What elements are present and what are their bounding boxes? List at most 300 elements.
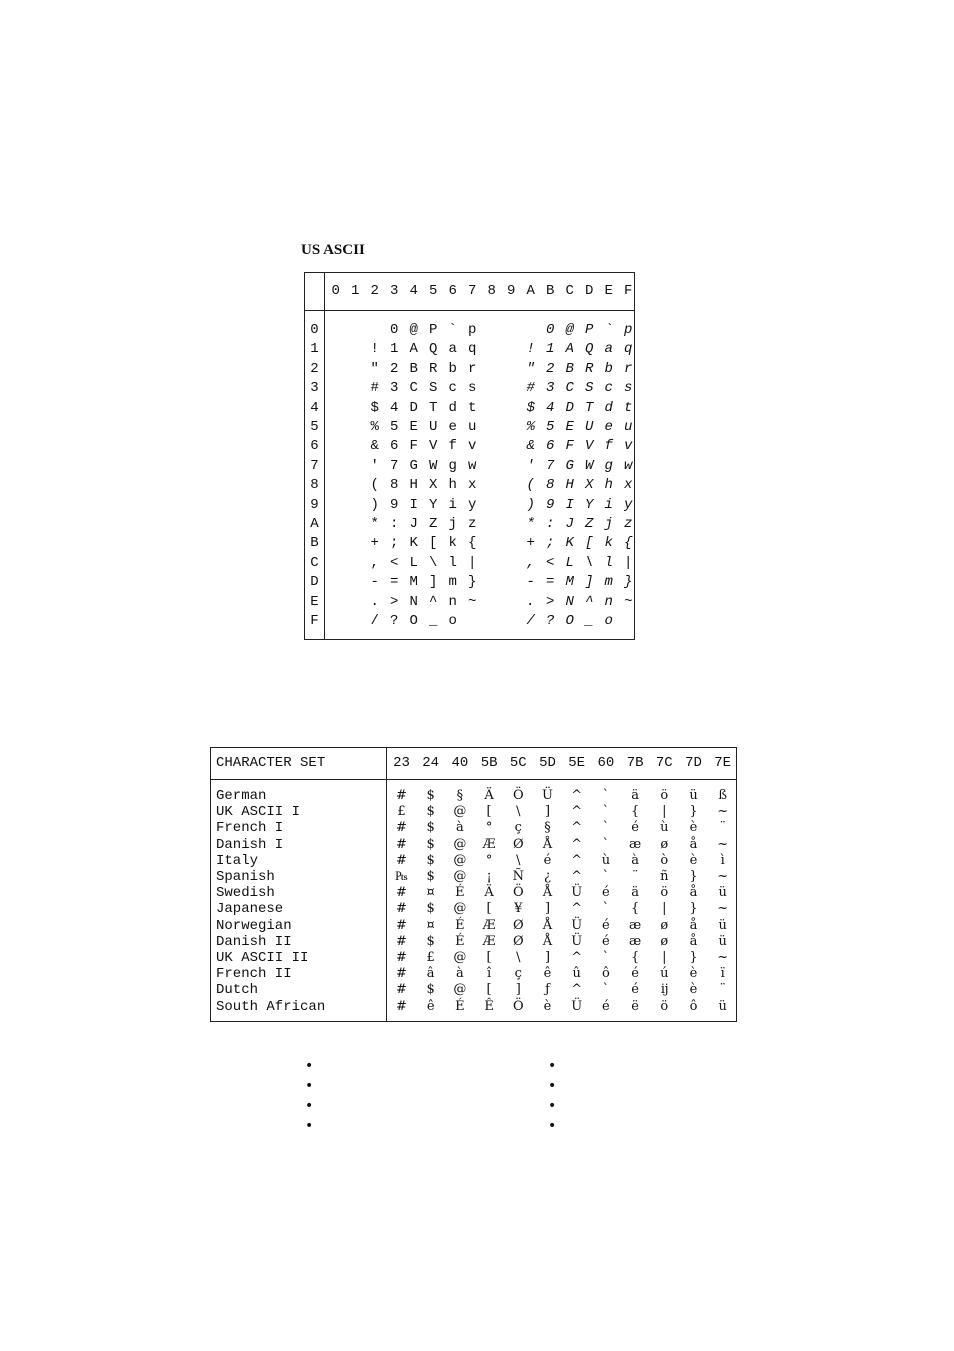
character-cell: ` bbox=[602, 804, 610, 820]
character-cell: # bbox=[396, 966, 407, 982]
ascii-char: w bbox=[624, 457, 633, 474]
character-cell: Ø bbox=[512, 836, 524, 852]
character-cell: ¥ bbox=[514, 901, 523, 917]
ascii-char: & bbox=[370, 438, 379, 455]
character-cell: ° bbox=[485, 820, 493, 836]
ascii-char: ( bbox=[370, 477, 379, 494]
ascii-char: | bbox=[468, 554, 477, 571]
ascii-char: a bbox=[448, 341, 457, 358]
character-cell: Ü bbox=[571, 885, 583, 901]
ascii-char: 2 bbox=[390, 360, 399, 377]
character-cell: å bbox=[689, 933, 698, 949]
row-header: D bbox=[310, 574, 319, 591]
character-cell: # bbox=[396, 982, 407, 998]
ascii-char: # bbox=[526, 380, 535, 397]
character-cell: Å bbox=[542, 836, 553, 852]
character-cell: ^ bbox=[571, 869, 583, 884]
ascii-char: o bbox=[604, 613, 613, 629]
ascii-char: $ bbox=[370, 399, 379, 416]
character-cell: # bbox=[396, 820, 407, 836]
ascii-char: \ bbox=[429, 554, 438, 571]
character-cell: É bbox=[455, 933, 465, 949]
ascii-char: j bbox=[604, 516, 613, 532]
column-header: A bbox=[526, 283, 535, 299]
header-divider bbox=[305, 310, 634, 311]
code-header: 5B bbox=[480, 755, 498, 771]
character-cell: @ bbox=[453, 836, 467, 852]
character-cell: ` bbox=[602, 982, 610, 998]
character-set-name: German bbox=[216, 788, 267, 804]
row-header: C bbox=[310, 554, 319, 571]
character-cell: ` bbox=[602, 869, 610, 884]
character-cell: [ bbox=[486, 950, 492, 965]
character-cell: ] bbox=[544, 950, 551, 965]
character-set-name: Danish I bbox=[216, 836, 284, 853]
character-cell: è bbox=[689, 982, 698, 998]
character-cell: É bbox=[455, 917, 465, 933]
ascii-char: ^ bbox=[429, 593, 438, 610]
ascii-char: K bbox=[409, 535, 418, 552]
character-cell: ` bbox=[602, 836, 610, 852]
ascii-char: l bbox=[448, 554, 457, 571]
ascii-char: z bbox=[624, 516, 633, 532]
character-cell: ^ bbox=[571, 804, 583, 820]
character-cell: ï bbox=[720, 966, 725, 982]
character-cell: § bbox=[456, 788, 464, 803]
character-cell: @ bbox=[453, 901, 467, 917]
ascii-char: ! bbox=[526, 341, 535, 358]
ascii-char: l bbox=[604, 554, 613, 571]
column-header: 6 bbox=[448, 283, 457, 299]
ascii-char: 9 bbox=[546, 496, 555, 513]
ascii-char: 7 bbox=[390, 457, 399, 474]
ascii-char: a bbox=[604, 341, 613, 358]
ascii-char: 8 bbox=[546, 477, 555, 494]
code-header: 5D bbox=[539, 755, 556, 771]
column-header: 4 bbox=[409, 283, 418, 299]
ascii-char: ) bbox=[526, 496, 535, 513]
character-cell: ä bbox=[631, 788, 639, 803]
character-cell: ] bbox=[544, 804, 551, 820]
ascii-char: I bbox=[565, 496, 574, 513]
character-cell: ` bbox=[602, 950, 610, 965]
ascii-char: ? bbox=[546, 613, 555, 629]
ascii-char: % bbox=[370, 419, 379, 435]
ascii-char: ! bbox=[370, 341, 379, 358]
character-cell: ü bbox=[718, 885, 727, 901]
ascii-char: d bbox=[604, 399, 613, 416]
character-cell: ô bbox=[601, 966, 610, 982]
character-cell: ~ bbox=[717, 901, 729, 917]
ascii-char: * bbox=[526, 516, 535, 532]
column-header: E bbox=[604, 283, 613, 299]
character-cell: ĳ bbox=[660, 982, 668, 998]
ascii-char: ~ bbox=[468, 593, 477, 610]
character-cell: é bbox=[602, 885, 610, 901]
ascii-char: i bbox=[604, 496, 613, 513]
ascii-char: n bbox=[448, 593, 457, 610]
character-cell: ~ bbox=[717, 950, 729, 965]
ascii-char: X bbox=[429, 477, 438, 494]
column-header: 5 bbox=[429, 283, 438, 299]
character-cell: ø bbox=[660, 933, 669, 949]
character-set-header: CHARACTER SET bbox=[216, 755, 326, 771]
character-cell: \ bbox=[516, 950, 521, 965]
character-cell: æ bbox=[628, 917, 642, 933]
ascii-char: ` bbox=[604, 322, 613, 338]
character-cell: Ö bbox=[512, 885, 524, 901]
code-header: 7E bbox=[714, 755, 732, 771]
character-cell: ¿ bbox=[544, 869, 551, 884]
code-header: 23 bbox=[393, 755, 410, 771]
character-cell: ^ bbox=[571, 788, 583, 803]
ascii-char: W bbox=[429, 457, 438, 474]
ascii-char: < bbox=[390, 554, 399, 571]
ascii-char: _ bbox=[429, 613, 438, 629]
ascii-char: Z bbox=[585, 516, 594, 532]
character-cell: ü bbox=[718, 933, 727, 949]
character-cell: ü bbox=[689, 788, 698, 803]
ascii-char: > bbox=[546, 593, 555, 610]
character-cell: ç bbox=[514, 966, 522, 982]
ascii-char: O bbox=[409, 613, 418, 629]
character-cell: é bbox=[543, 852, 552, 868]
ascii-char: q bbox=[624, 341, 633, 358]
character-cell: # bbox=[396, 901, 407, 917]
character-cell: å bbox=[689, 885, 698, 901]
character-cell: å bbox=[689, 836, 698, 852]
character-cell: | bbox=[662, 901, 667, 917]
ascii-char: A bbox=[409, 341, 418, 358]
character-cell: î bbox=[487, 966, 492, 982]
character-cell: É bbox=[455, 998, 465, 1014]
character-cell: à bbox=[456, 966, 464, 982]
character-cell: è bbox=[689, 820, 698, 836]
ascii-char: _ bbox=[585, 613, 594, 629]
ascii-char: D bbox=[409, 399, 418, 416]
bullet-point: • bbox=[548, 1058, 557, 1074]
ascii-char: 1 bbox=[390, 341, 399, 358]
ascii-char: m bbox=[448, 574, 457, 591]
ascii-char: w bbox=[468, 457, 477, 474]
ascii-char: m bbox=[604, 574, 613, 591]
character-cell: £ bbox=[397, 804, 406, 820]
ascii-char: R bbox=[429, 360, 438, 377]
ascii-char: + bbox=[526, 535, 535, 552]
character-cell: | bbox=[662, 804, 667, 820]
ascii-char: | bbox=[624, 554, 633, 571]
column-header: 3 bbox=[390, 283, 399, 299]
bullet-point: • bbox=[305, 1098, 314, 1114]
ascii-char: - bbox=[370, 574, 379, 591]
ascii-char: c bbox=[604, 380, 613, 397]
ascii-char: v bbox=[468, 438, 477, 455]
character-cell: ì bbox=[720, 852, 725, 868]
ascii-char: 1 bbox=[546, 341, 555, 358]
character-cell: $ bbox=[426, 901, 435, 917]
ascii-char: P bbox=[585, 322, 594, 338]
character-cell: # bbox=[396, 933, 407, 949]
us-ascii-table bbox=[304, 272, 635, 640]
ascii-char: z bbox=[468, 516, 477, 532]
character-cell: é bbox=[602, 933, 610, 949]
character-cell: @ bbox=[453, 804, 467, 820]
character-cell: ƒ bbox=[545, 982, 550, 998]
ascii-char: 6 bbox=[546, 438, 555, 455]
character-set-name: Japanese bbox=[216, 901, 284, 918]
character-cell: # bbox=[396, 885, 407, 901]
ascii-char: A bbox=[565, 341, 574, 358]
character-cell: $ bbox=[426, 982, 435, 998]
ascii-char: = bbox=[546, 574, 555, 591]
row-header: A bbox=[310, 516, 319, 532]
character-cell: £ bbox=[426, 950, 435, 965]
column-divider bbox=[324, 273, 325, 639]
ascii-char: h bbox=[448, 477, 457, 494]
character-cell: ~ bbox=[717, 804, 729, 820]
character-cell: ô bbox=[689, 998, 698, 1014]
ascii-char: k bbox=[604, 535, 613, 552]
ascii-char: Z bbox=[429, 516, 438, 532]
character-set-name: South African bbox=[216, 998, 326, 1015]
ascii-char: > bbox=[390, 593, 399, 610]
character-cell: ^ bbox=[571, 836, 583, 852]
character-cell: Å bbox=[542, 917, 553, 933]
column-header: C bbox=[565, 283, 574, 299]
ascii-char: " bbox=[370, 360, 379, 377]
ascii-char: , bbox=[370, 554, 379, 571]
ascii-char: : bbox=[390, 516, 399, 532]
ascii-char: e bbox=[604, 419, 613, 435]
ascii-char: H bbox=[409, 477, 418, 494]
character-cell: ë bbox=[631, 998, 639, 1014]
character-cell: # bbox=[396, 998, 407, 1014]
character-cell: ü bbox=[718, 917, 727, 933]
character-cell: æ bbox=[628, 933, 642, 949]
character-cell: ¨ bbox=[719, 820, 726, 836]
ascii-char: . bbox=[370, 593, 379, 610]
character-cell: ø bbox=[660, 917, 669, 933]
ascii-char: [ bbox=[585, 535, 594, 552]
ascii-char: g bbox=[448, 457, 457, 474]
ascii-char: 3 bbox=[390, 380, 399, 397]
ascii-char: ~ bbox=[624, 593, 633, 610]
code-header: 7B bbox=[626, 755, 644, 771]
ascii-char: T bbox=[585, 399, 594, 416]
ascii-char: b bbox=[604, 360, 613, 377]
character-cell: é bbox=[631, 982, 639, 998]
bullet-point: • bbox=[548, 1118, 557, 1134]
ascii-char: ; bbox=[546, 535, 555, 552]
ascii-char: ` bbox=[448, 322, 457, 338]
ascii-char: y bbox=[624, 496, 633, 513]
character-cell: ö bbox=[660, 885, 669, 901]
ascii-char: i bbox=[448, 496, 457, 513]
character-set-name: Spanish bbox=[216, 869, 275, 885]
bullet-point: • bbox=[305, 1058, 314, 1074]
ascii-char: I bbox=[409, 496, 418, 513]
character-cell: # bbox=[396, 788, 407, 803]
character-cell: $ bbox=[426, 869, 435, 884]
ascii-char: { bbox=[624, 535, 633, 552]
character-cell: ] bbox=[515, 982, 521, 998]
ascii-char: 8 bbox=[390, 477, 399, 494]
character-cell: § bbox=[544, 820, 551, 836]
character-cell: ä bbox=[631, 885, 639, 901]
character-cell: ß bbox=[718, 788, 728, 803]
ascii-char: 4 bbox=[390, 399, 399, 416]
bullet-point: • bbox=[305, 1118, 314, 1134]
ascii-char: E bbox=[565, 419, 574, 435]
column-header: 7 bbox=[468, 283, 477, 299]
ascii-char: 5 bbox=[390, 419, 399, 435]
ascii-char: } bbox=[468, 574, 477, 591]
character-cell: { bbox=[630, 901, 640, 917]
row-header: 8 bbox=[310, 477, 319, 494]
ascii-char: p bbox=[624, 322, 633, 338]
character-cell: ù bbox=[660, 820, 669, 836]
ascii-char: f bbox=[448, 438, 457, 455]
code-header: 7D bbox=[685, 755, 702, 771]
character-cell: û bbox=[572, 966, 581, 982]
character-cell: $ bbox=[426, 852, 435, 868]
character-cell: ° bbox=[485, 852, 493, 868]
character-cell: é bbox=[602, 998, 610, 1014]
row-header: 9 bbox=[310, 496, 319, 513]
ascii-char: X bbox=[585, 477, 594, 494]
ascii-char: ] bbox=[585, 574, 594, 591]
character-cell: [ bbox=[486, 901, 492, 917]
character-cell: ö bbox=[660, 998, 669, 1014]
column-header: 0 bbox=[331, 283, 340, 299]
character-cell: Ø bbox=[512, 933, 524, 949]
ascii-char: : bbox=[546, 516, 555, 532]
character-cell: # bbox=[396, 917, 407, 933]
character-cell: ò bbox=[660, 852, 669, 868]
ascii-char: & bbox=[526, 438, 535, 455]
character-cell: $ bbox=[426, 788, 435, 803]
ascii-char: B bbox=[565, 360, 574, 377]
ascii-char: o bbox=[448, 613, 457, 629]
ascii-char: x bbox=[468, 477, 477, 494]
character-cell: ^ bbox=[571, 950, 583, 965]
ascii-char: . bbox=[526, 593, 535, 610]
row-header: 2 bbox=[310, 360, 319, 377]
ascii-char: V bbox=[429, 438, 438, 455]
character-cell: ñ bbox=[660, 869, 669, 884]
ascii-char: F bbox=[409, 438, 418, 455]
ascii-char: V bbox=[585, 438, 594, 455]
character-cell: ~ bbox=[717, 869, 729, 884]
ascii-char: \ bbox=[585, 554, 594, 571]
character-set-name: French II bbox=[216, 966, 292, 983]
ascii-char: S bbox=[429, 380, 438, 397]
ascii-char: 2 bbox=[546, 360, 555, 377]
ascii-char: q bbox=[468, 341, 477, 358]
character-cell: } bbox=[689, 901, 698, 917]
ascii-char: ( bbox=[526, 477, 535, 494]
ascii-char: b bbox=[448, 360, 457, 377]
ascii-char: t bbox=[624, 399, 633, 416]
ascii-char: k bbox=[448, 535, 457, 552]
character-cell: â bbox=[426, 966, 435, 982]
character-cell: ^ bbox=[571, 852, 583, 868]
ascii-char: 3 bbox=[546, 380, 555, 397]
column-header: 2 bbox=[370, 283, 379, 299]
ascii-char: @ bbox=[409, 322, 418, 338]
ascii-char: S bbox=[585, 380, 594, 397]
ascii-char: F bbox=[565, 438, 574, 455]
ascii-char: h bbox=[604, 477, 613, 494]
character-cell: ^ bbox=[571, 901, 583, 917]
character-cell: } bbox=[689, 950, 698, 965]
character-cell: ` bbox=[602, 788, 610, 803]
character-cell: ^ bbox=[571, 982, 583, 998]
ascii-char: J bbox=[409, 516, 418, 532]
character-cell: ê bbox=[543, 966, 552, 982]
ascii-char: j bbox=[448, 516, 457, 532]
ascii-char: p bbox=[468, 322, 477, 338]
character-cell: ê bbox=[426, 998, 435, 1014]
character-cell: ú bbox=[660, 966, 669, 982]
character-cell: É bbox=[455, 885, 465, 901]
ascii-char: ; bbox=[390, 535, 399, 552]
column-header: F bbox=[624, 283, 633, 299]
row-header: 4 bbox=[310, 399, 319, 416]
ascii-char: r bbox=[468, 360, 477, 377]
ascii-char: " bbox=[526, 360, 535, 377]
ascii-char: ? bbox=[390, 613, 399, 629]
character-cell: ₧ bbox=[395, 869, 408, 884]
ascii-char: / bbox=[526, 613, 535, 629]
ascii-char: @ bbox=[565, 322, 574, 338]
row-header: 5 bbox=[310, 419, 319, 435]
ascii-char: c bbox=[448, 380, 457, 397]
character-cell: Æ bbox=[482, 836, 496, 852]
ascii-char: B bbox=[409, 360, 418, 377]
character-cell: \ bbox=[516, 852, 521, 868]
row-header: 6 bbox=[310, 438, 319, 455]
code-header: 7C bbox=[655, 755, 673, 771]
character-cell: è bbox=[689, 852, 698, 868]
character-cell: ` bbox=[602, 820, 610, 836]
ascii-char: [ bbox=[429, 535, 438, 552]
code-header: 24 bbox=[422, 755, 440, 771]
character-cell: æ bbox=[628, 836, 642, 852]
character-cell: @ bbox=[453, 852, 467, 868]
ascii-char: M bbox=[409, 574, 418, 591]
character-cell: å bbox=[689, 917, 698, 933]
column-header: 1 bbox=[351, 283, 360, 299]
ascii-char: / bbox=[370, 613, 379, 629]
character-cell: Ü bbox=[571, 998, 583, 1014]
character-cell: Ü bbox=[571, 917, 583, 933]
ascii-char: v bbox=[624, 438, 633, 455]
character-cell: # bbox=[396, 852, 407, 868]
ascii-char: r bbox=[624, 360, 633, 377]
ascii-char: e bbox=[448, 419, 457, 435]
ascii-char: O bbox=[565, 613, 574, 629]
ascii-char: x bbox=[624, 477, 633, 494]
character-cell: Ü bbox=[542, 788, 553, 803]
character-cell: Æ bbox=[482, 933, 496, 949]
character-cell: ¡ bbox=[486, 869, 492, 884]
ascii-char: D bbox=[565, 399, 574, 416]
character-cell: # bbox=[396, 950, 407, 965]
character-cell: @ bbox=[453, 869, 467, 884]
ascii-char: 0 bbox=[390, 322, 399, 338]
character-cell: } bbox=[689, 869, 698, 884]
